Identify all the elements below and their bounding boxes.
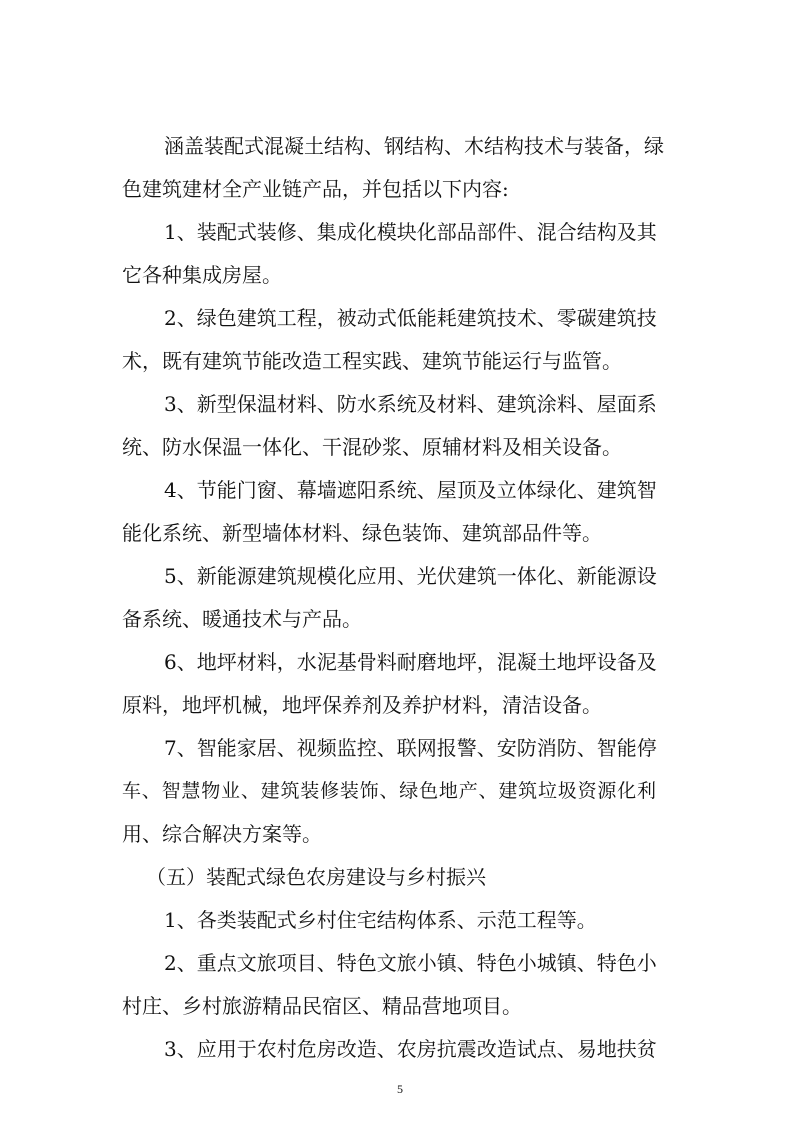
text-line: 它各种集成房屋。 [122,263,282,287]
text-line: 备系统、暖通技术与产品。 [122,607,362,631]
text-line: 2、重点文旅项目、特色文旅小镇、特色小城镇、特色小 [164,951,657,975]
text-line: 4、节能门窗、幕墙遮阳系统、屋顶及立体绿化、建筑智 [164,478,657,502]
text-line: 3、应用于农村危房改造、农房抗震改造试点、易地扶贫 [164,1037,657,1061]
text-line: 能化系统、新型墙体材料、绿色装饰、建筑部品件等。 [122,521,602,545]
page-number: 5 [397,1082,403,1096]
text-line: 1、各类装配式乡村住宅结构体系、示范工程等。 [164,908,597,932]
text-line: 6、地坪材料，水泥基骨料耐磨地坪，混凝土地坪设备及 [164,650,657,674]
text-line: 1、装配式装修、集成化模块化部品部件、混合结构及其 [164,220,657,244]
text-line: 术，既有建筑节能改造工程实践、建筑节能运行与监管。 [122,349,622,373]
text-line: 5、新能源建筑规模化应用、光伏建筑一体化、新能源设 [164,564,657,588]
text-line: 统、防水保温一体化、干混砂浆、原辅材料及相关设备。 [122,435,622,459]
text-line: 原料，地坪机械，地坪保养剂及养护材料，清洁设备。 [122,693,602,717]
text-line: 用、综合解决方案等。 [122,822,322,846]
section-heading: （五）装配式绿色农房建设与乡村振兴 [146,865,486,889]
text-line: 车、智慧物业、建筑装修装饰、绿色地产、建筑垃圾资源化利 [122,780,656,802]
text-line: 涵盖装配式混凝土结构、钢结构、木结构技术与装备，绿 [164,134,664,158]
text-line: 7、智能家居、视频监控、联网报警、安防消防、智能停 [164,736,657,760]
text-line: 村庄、乡村旅游精品民宿区、精品营地项目。 [122,994,522,1018]
text-line: 3、新型保温材料、防水系统及材料、建筑涂料、屋面系 [164,392,657,416]
text-line: 色建筑建材全产业链产品，并包括以下内容: [122,177,509,201]
text-line: 2、绿色建筑工程，被动式低能耗建筑技术、零碳建筑技 [164,306,657,330]
